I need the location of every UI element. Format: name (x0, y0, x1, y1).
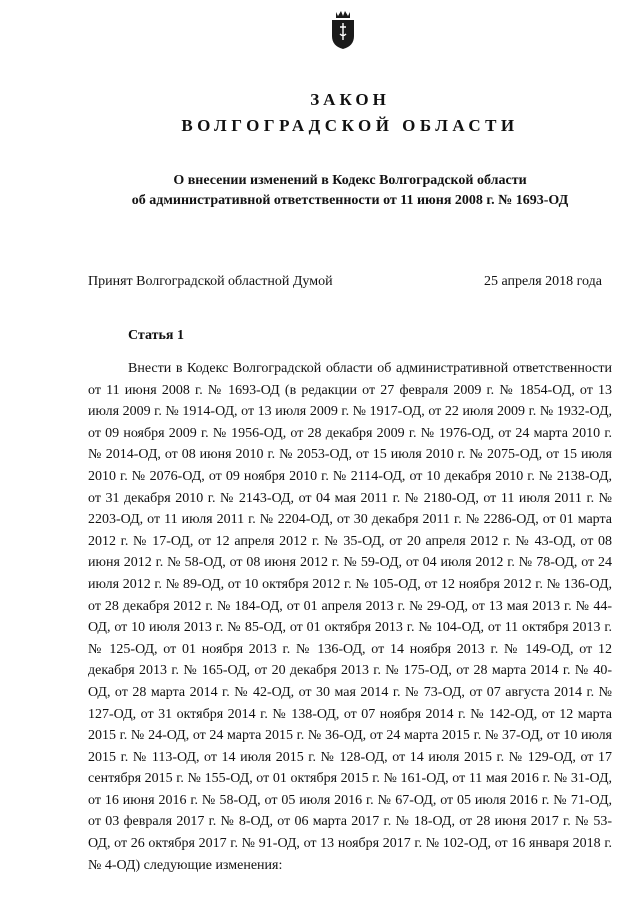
law-subject-line-1: О внесении изменений в Кодекс Волгоградской области (173, 173, 527, 188)
adopted-date: 25 апреля 2018 года (484, 274, 602, 289)
law-title: ЗАКОН (310, 90, 390, 109)
region-title: ВОЛГОГРАДСКОЙ ОБЛАСТИ (181, 116, 519, 135)
law-subject-line-2: об административной ответственности от 11 июня 2008 г. № 1693-ОД (131, 193, 569, 208)
article-heading: Статья 1 (128, 328, 184, 343)
adopted-by: Принят Волгоградской областной Думой (88, 274, 333, 289)
article-body: Внести в Кодекс Волгоградской области об административной ответственности от 11 июня 2008 г. № 1693-ОД (в редакции от 27 февраля 2009 г. № 1854-ОД, от 13 июля 2009 г. № 1914-ОД, от 13 июля 2009 г. № 1917-ОД, от 22 июля 2009 г. № 1932-ОД, от 09 ноября 2009 г. № 1956-ОД, от 28 декабря 2009 г. № 1976-ОД, от 24 марта 2010 г. № 2014-ОД, от 08 июня 2010 г. № 2053-ОД, от 15 июля 2010 г. № 2075-ОД, от 15 июля 2010 г. № 2076-ОД, от 09 ноября 2010 г. № 2114-ОД, от 10 декабря 2010 г. № 2138-ОД, от 31 декабря 2010 г. № 2143-ОД, от 04 мая 2011 г. № 2180-ОД, от 11 июля 2011 г. № 2203-ОД, от 11 июля 2011 г. № 2204-ОД, от 30 декабря 2011 г. № 2286-ОД, от 01 марта 2012 г. № 17-ОД, от 12 апреля 2012 г. № 35-ОД, от 20 апреля 2012 г. № 43-ОД, от 08 июня 2012 г. № 58-ОД, от 08 июня 2012 г. № 59-ОД, от 04 июля 2012 г. № 78-ОД, от 24 июля 2012 г. № 89-ОД, от 10 октября 2012 г. № 105-ОД, от 12 ноября 2012 г. № 136-ОД, от 28 декабря 2012 г. № 184-ОД, от 01 апреля 2013 г. № 29-ОД, от 13 мая 2013 г. № 44-ОД, от 10 июля 2013 г. № 85-ОД, от 01 октября 2013 г. № 104-ОД, от 11 октября 2013 г. № 125-ОД, от 01 ноября 2013 г. № 136-ОД, от 14 ноября 2013 г. № 149-ОД, от 12 декабря 2013 г. № 165-ОД, от 20 декабря 2013 г. № 175-ОД, от 28 марта 2014 г. № 40-ОД, от 28 марта 2014 г. № 42-ОД, от 30 мая 2014 г. № 73-ОД, от 07 августа 2014 г. № 127-ОД, от 31 октября 2014 г. № 138-ОД, от 07 ноября 2014 г. № 142-ОД, от 12 марта 2015 г. № 24-ОД, от 24 марта 2015 г. № 36-ОД, от 24 марта 2015 г. № 37-ОД, от 10 июля 2015 г. № 113-ОД, от 14 июля 2015 г. № 128-ОД, от 14 июля 2015 г. № 129-ОД, от 17 сентября 2015 г. № 155-ОД, от 01 октября 2015 г. № 161-ОД, от 11 мая 2016 г. № 31-ОД, от 16 июня 2016 г. № 58-ОД, от 05 июля 2016 г. № 67-ОД, от 05 июля 2016 г. № 71-ОД, от 03 февраля 2017 г. № 8-ОД, от 06 марта 2017 г. № 18-ОД, от 28 июня 2017 г. № 53-ОД, от 26 октября 2017 г. № 91-ОД, от 13 ноября 2017 г. № 102-ОД, от 16 января 2018 г. № 4-ОД) следующие изменения: (88, 361, 612, 873)
coat-of-arms-icon (327, 6, 359, 50)
